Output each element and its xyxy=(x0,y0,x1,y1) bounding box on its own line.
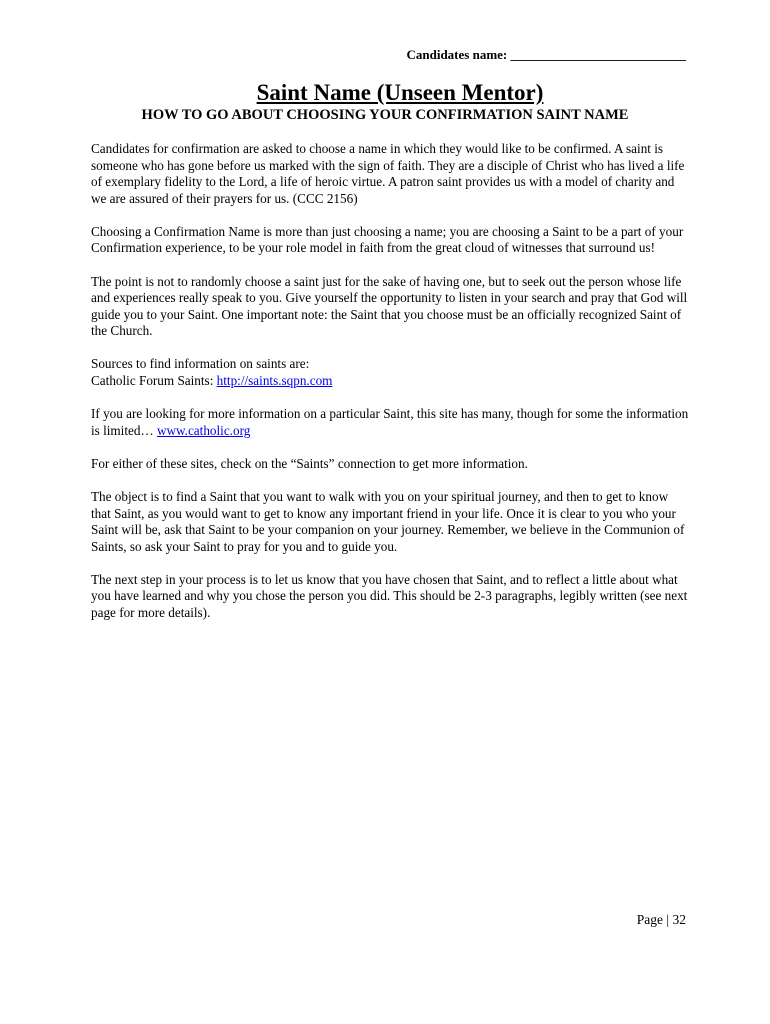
paragraph-more-info xyxy=(91,406,691,439)
sources-label: Catholic Forum Saints: xyxy=(91,373,217,389)
page-number: Page | 32 xyxy=(636,912,686,927)
catholic-org-link[interactable]: www.catholic.org xyxy=(156,422,251,438)
sources-intro: Sources to find information on saints are: xyxy=(91,356,310,372)
paragraph-object: The object is to find a Saint that you want to walk with you on your spiritual journey, and then to get to know that Saint, as you would want to get to know any important friend in your life. Once it is clear to you who your Saint will be, ask that Saint to be your companion on your journey. Remember, we believe in the Communion of Saints, so ask your Saint to pray for you and to guide you. xyxy=(91,488,685,554)
candidate-name-field xyxy=(406,47,686,63)
page-subtitle: HOW TO GO ABOUT CHOOSING YOUR CONFIRMATION SAINT NAME xyxy=(141,107,629,123)
paragraph-sources xyxy=(91,356,691,389)
candidate-name-blank: ___________________________ xyxy=(510,47,686,62)
saints-sqpn-link[interactable]: http://saints.sqpn.com xyxy=(216,373,333,389)
page-title: Saint Name (Unseen Mentor) xyxy=(256,80,544,105)
paragraph-choosing: Choosing a Confirmation Name is more than just choosing a name; you are choosing a Saint to be a part of your Confirmation experience, to be your role model in faith from the great cloud of witnesses that surround us! xyxy=(91,223,684,256)
candidate-name-label: Candidates name: xyxy=(406,47,508,62)
more-info-text: If you are looking for more information on a particular Saint, this site has many, though for some the information is limited… xyxy=(91,406,689,438)
document-body xyxy=(91,141,691,638)
paragraph-intro: Candidates for confirmation are asked to choose a name in which they would like to be confirmed. A saint is someone who has gone before us marked with the sign of faith. They are a disciple of Christ who has lived a life of exemplary fidelity to the Lord, a life of heroic virtue. A patron saint provides us with a model of charity and we are assured of their prayers for us. (CCC 2156) xyxy=(91,141,685,206)
paragraph-next-step: The next step in your process is to let us know that you have chosen that Saint, and to reflect a little about what you have learned and why you chose the person you did. This should be 2-3 paragraphs, legibly written (see next page for more details). xyxy=(91,571,688,620)
paragraph-point: The point is not to randomly choose a saint just for the sake of having one, but to seek out the person whose life and experiences really speak to you. Give yourself the opportunity to listen in your search and pray that God will guide you to your Saint. One important note: the Saint that you choose must be an officially recognized Saint of the Church. xyxy=(91,273,688,339)
paragraph-sites: For either of these sites, check on the “Saints” connection to get more information. xyxy=(91,455,528,471)
